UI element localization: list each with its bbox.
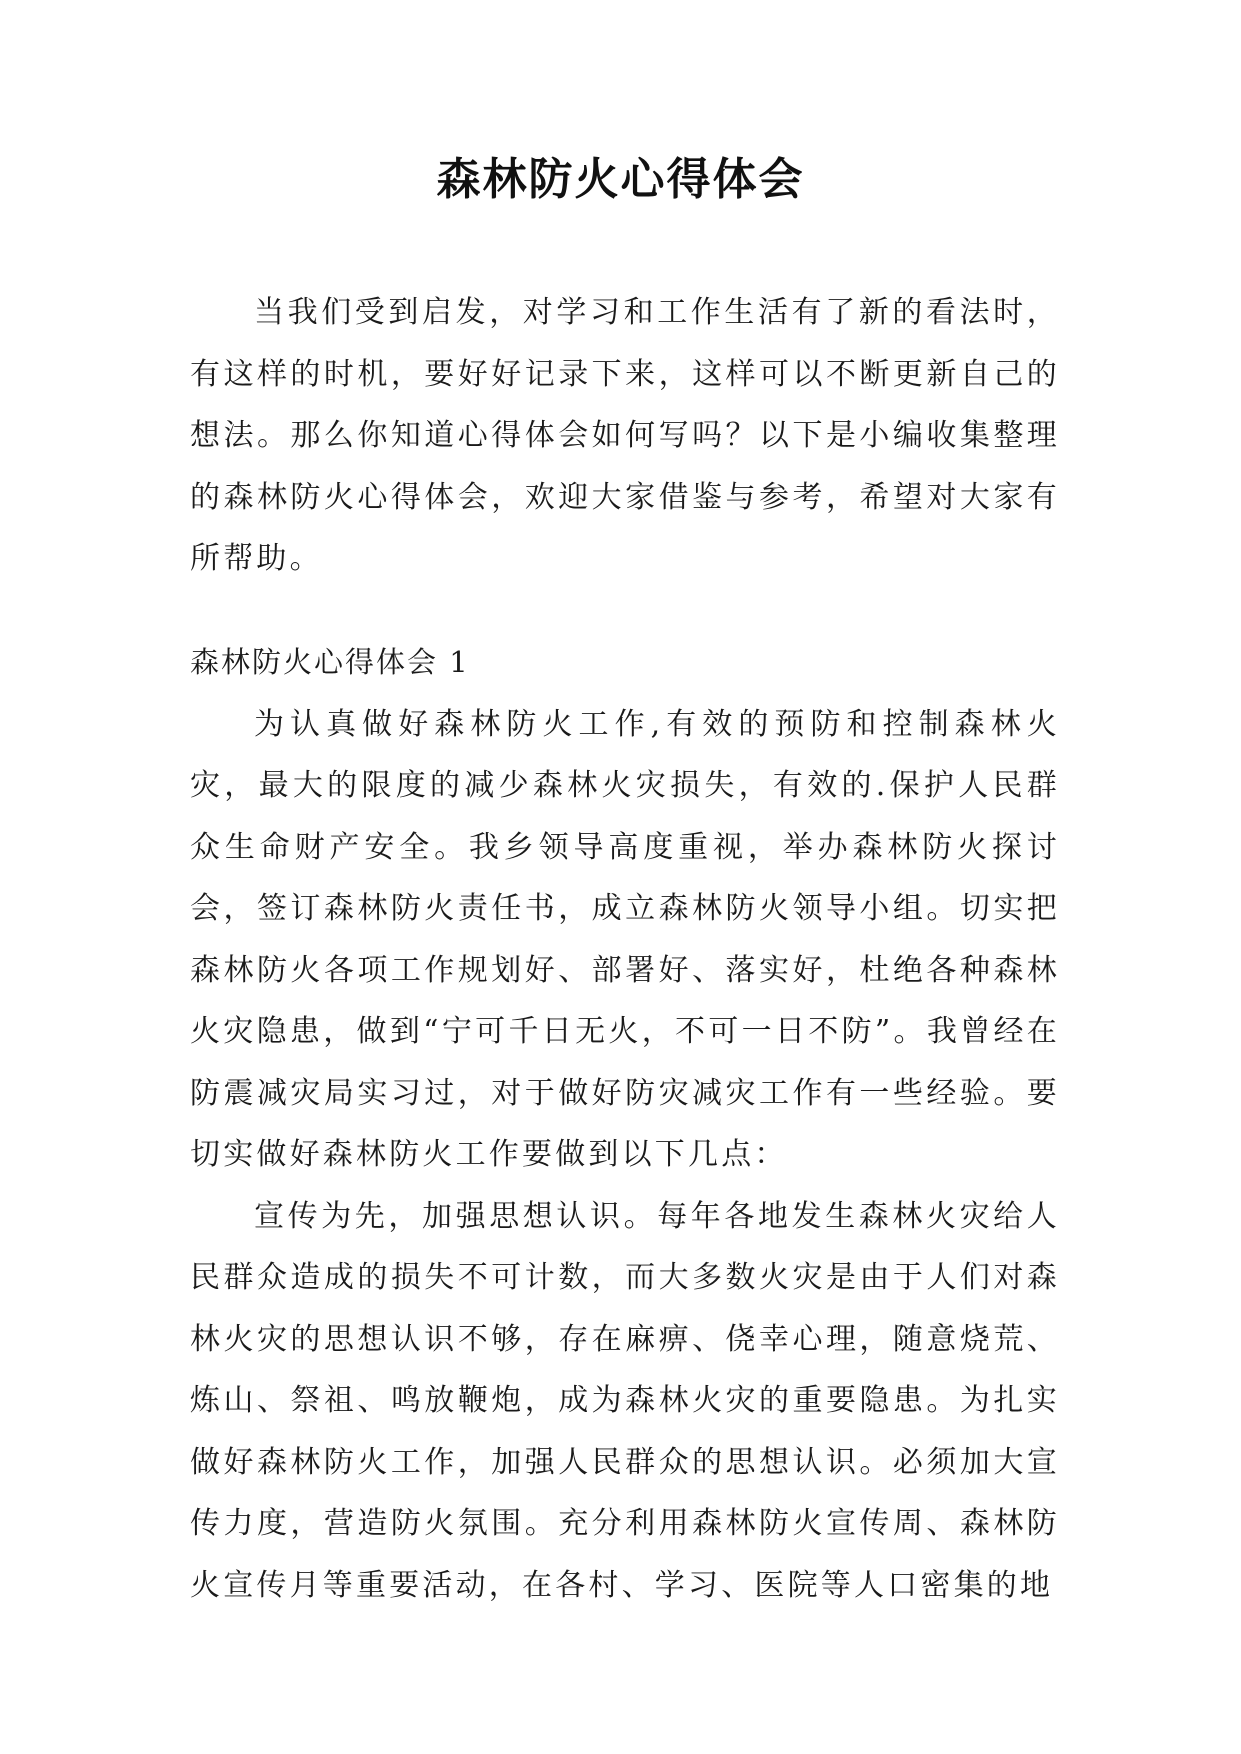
body-paragraph: 为认真做好森林防火工作,有效的预防和控制森林火灾，最大的限度的减少森林火灾损失，有效的.保护人民群众生命财产安全。我乡领导高度重视，举办森林防火探讨会，签订森林防火责任书，成立森林防火领导小组。切实把森林防火各项工作规划好、部署好、落实好，杜绝各种森林火灾隐患，做到“宁可千日无火，不可一日不防”。我曾经在防震减灾局实习过，对于做好防灾减灾工作有一些经验。要切实做好森林防火工作要做到以下几点： <box>190 706 1060 1172</box>
body-paragraph: 宣传为先，加强思想认识。每年各地发生森林火灾给人民群众造成的损失不可计数，而大多数火灾是由于人们对森林火灾的思想认识不够，存在麻痹、侥幸心理，随意烧荒、炼山、祭祖、鸣放鞭炮，成为森林火灾的重要隐患。为扎实做好森林防火工作，加强人民群众的思想认识。必须加大宣传力度，营造防火氛围。充分利用森林防火宣传周、森林防火宣传月等重要活动，在各村、学习、医院等人口密集的地 <box>190 1198 1060 1603</box>
intro-block <box>190 282 1060 590</box>
section-heading: 森林防火心得体会 1 <box>190 645 470 679</box>
section-1 <box>190 632 1060 1616</box>
intro-paragraph: 当我们受到启发，对学习和工作生活有了新的看法时，有这样的时机，要好好记录下来，这样可以不断更新自己的想法。那么你知道心得体会如何写吗？以下是小编收集整理的森林防火心得体会，欢迎大家借鉴与参考，希望对大家有所帮助。 <box>190 295 1060 576</box>
document-title: 森林防火心得体会 <box>436 154 805 205</box>
